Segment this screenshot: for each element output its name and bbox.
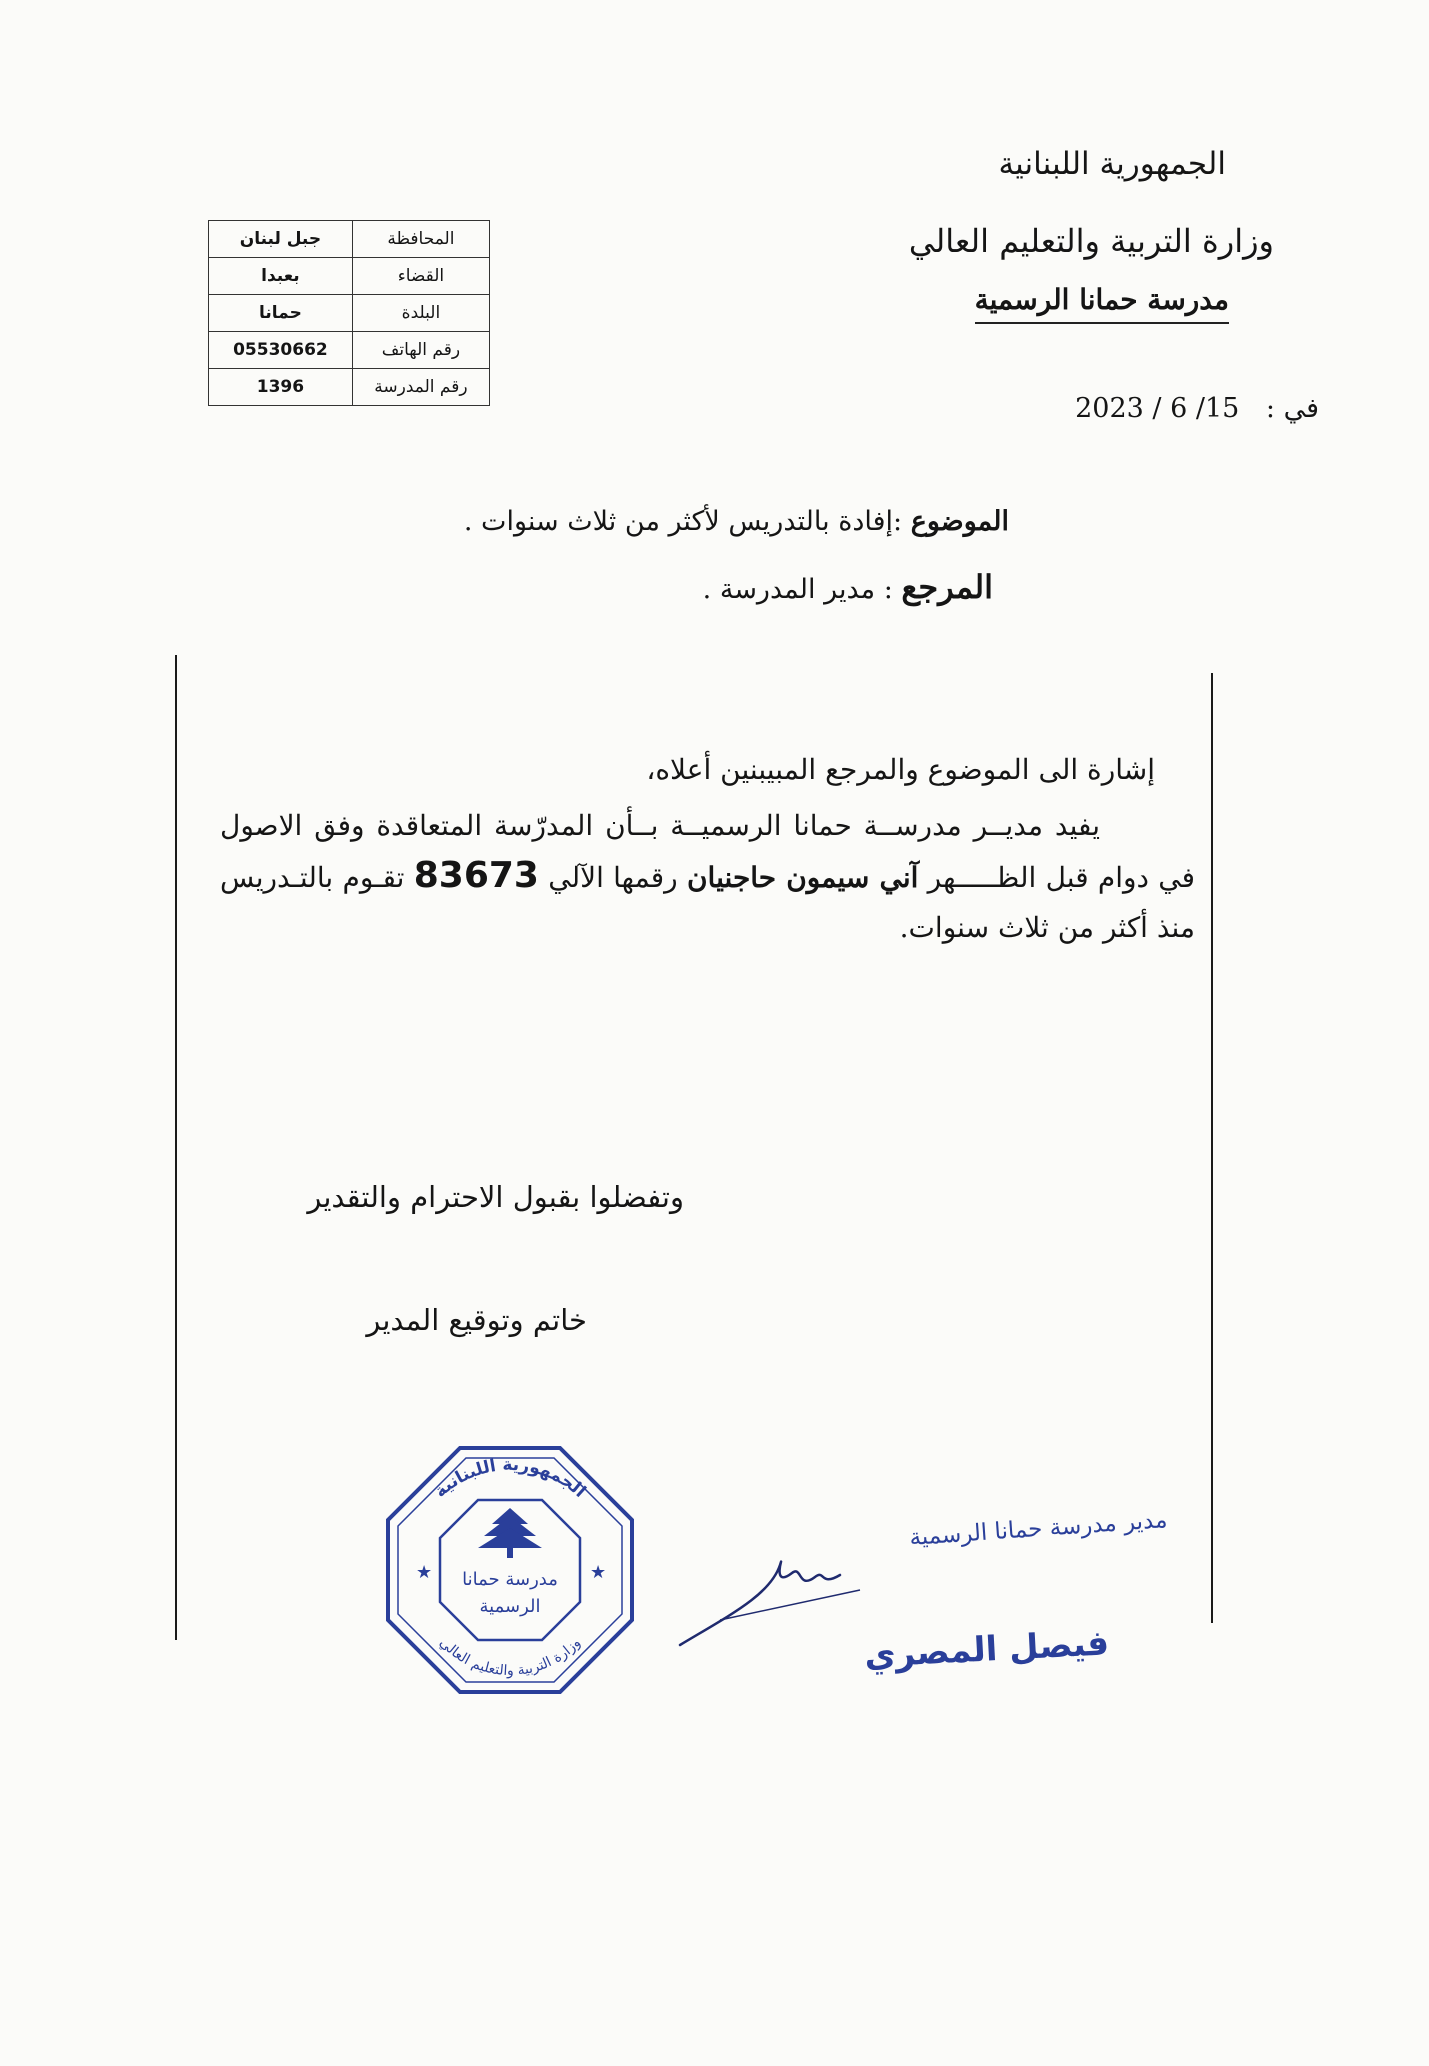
info-value: 1396 xyxy=(209,369,353,406)
svg-text:وزارة التربية والتعليم العالي xyxy=(436,1635,584,1679)
info-label: رقم الهاتف xyxy=(352,332,489,369)
seal-outer-top-text: الجمهورية اللبنانية xyxy=(430,1454,590,1502)
info-label: المحافظة xyxy=(352,221,489,258)
letter-body xyxy=(220,745,1195,953)
stamp-signature-label: خاتم وتوقيع المدير xyxy=(366,1303,587,1337)
info-label: البلدة xyxy=(352,295,489,332)
info-value: جبل لبنان xyxy=(209,221,353,258)
reference-text: : مدير المدرسة . xyxy=(702,574,893,605)
info-table-row xyxy=(209,258,490,295)
reference-line xyxy=(703,568,993,606)
info-label: القضاء xyxy=(352,258,489,295)
svg-text:الجمهورية اللبنانية xyxy=(431,1455,590,1502)
school-title: مدرسة حمانا الرسمية xyxy=(975,283,1229,324)
info-value: حمانا xyxy=(209,295,353,332)
info-table-row xyxy=(209,295,490,332)
signature-name: فيصل المصري xyxy=(863,1623,1110,1676)
closing-line: وتفضلوا بقبول الاحترام والتقدير xyxy=(307,1180,684,1214)
subject-label: الموضوع xyxy=(910,506,1009,537)
body-paragraph xyxy=(220,801,1195,953)
director-signature xyxy=(620,1495,1169,1695)
teacher-name: آني سيمون حاجنيان xyxy=(686,861,919,894)
school-info-table xyxy=(208,220,490,406)
body-opening: إشارة الى الموضوع والمرجع المبيبنين أعلاه، xyxy=(646,753,1155,786)
teacher-number: 83673 xyxy=(413,855,539,896)
official-seal xyxy=(380,1440,640,1700)
date-label: في : xyxy=(1265,393,1319,424)
seal-inner-line2: الرسمية xyxy=(479,1596,541,1617)
info-table-row xyxy=(209,369,490,406)
subject-text: :إفادة بالتدريس لأكثر من ثلاث سنوات . xyxy=(463,506,903,537)
body-part3: تقـوم بالتـدريس منذ أكثر من ثلاث سنوات. xyxy=(220,861,1195,944)
info-table-row xyxy=(209,332,490,369)
seal-inner-line1: مدرسة حمانا xyxy=(462,1569,558,1590)
ministry-title: وزارة التربية والتعليم العالي xyxy=(908,222,1274,260)
info-label: رقم المدرسة xyxy=(352,369,489,406)
signature-scribble xyxy=(680,1562,840,1645)
date-value: 2023 / 6 /15 xyxy=(1075,393,1240,424)
subject-line xyxy=(464,506,1009,537)
seal-outer-bottom-text: وزارة التربية والتعليم العالي xyxy=(436,1634,584,1680)
seal-star-left-icon: ★ xyxy=(416,1562,433,1583)
signature-stroke xyxy=(720,1590,860,1620)
reference-label: المرجع xyxy=(901,568,993,606)
signature-title: مدير مدرسة حمانا الرسمية xyxy=(908,1507,1169,1551)
info-value: 05530662 xyxy=(209,332,353,369)
seal-star-right-icon: ★ xyxy=(590,1562,607,1583)
cedar-tree-icon xyxy=(478,1508,542,1558)
info-table-row xyxy=(209,221,490,258)
date-line xyxy=(1075,393,1319,424)
body-part1: يفيد مديــر مدرســة حمانا الرسميــة بــأن المدرّسة المتعاقدة وفق الاصول في دوام قبل الظـــــهر xyxy=(220,809,1196,894)
frame-right-line xyxy=(1211,673,1213,1623)
info-value: بعبدا xyxy=(209,258,353,295)
frame-left-line xyxy=(175,655,177,1640)
body-part2: رقمها الآلي xyxy=(548,861,678,894)
republic-title: الجمهورية اللبنانية xyxy=(998,146,1226,182)
